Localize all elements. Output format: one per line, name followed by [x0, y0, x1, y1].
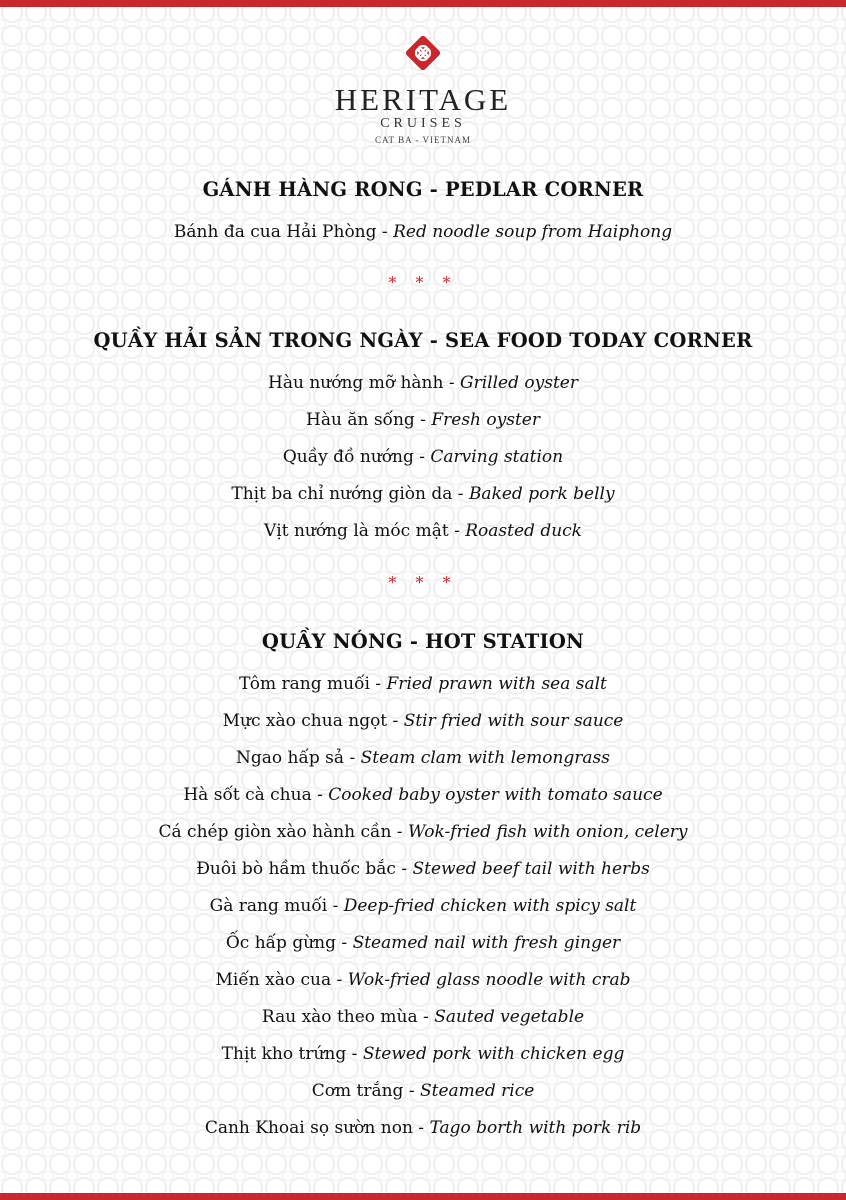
- dish-name-en: Fried prawn with sea salt: [386, 674, 607, 694]
- brand-logo: [0, 32, 846, 146]
- dish-name-vi: Hàu ăn sống: [306, 410, 415, 430]
- menu-item: [0, 408, 846, 432]
- menu: [0, 176, 846, 1140]
- item-separator: -: [391, 822, 408, 842]
- item-separator: -: [344, 748, 361, 768]
- menu-item: [0, 857, 846, 881]
- dish-name-vi: Ngao hấp sả: [236, 748, 345, 768]
- dish-name-en: Roasted duck: [465, 521, 582, 541]
- menu-item: [0, 931, 846, 955]
- item-separator: -: [311, 785, 329, 805]
- dish-name-en: Tago borth with pork rib: [429, 1118, 642, 1138]
- dish-name-vi: Tôm rang muối: [239, 674, 370, 694]
- dish-name-en: Baked pork belly: [468, 484, 615, 504]
- item-separator: -: [336, 933, 353, 953]
- dish-name-en: Stir fried with sour sauce: [403, 711, 624, 731]
- menu-item: [0, 894, 846, 918]
- dish-name-vi: Rau xào theo mùa: [261, 1007, 418, 1027]
- item-separator: -: [448, 521, 466, 541]
- menu-item: [0, 968, 846, 992]
- dish-name-en: Red noodle soup from Haiphong: [393, 222, 673, 242]
- item-separator: -: [395, 859, 413, 879]
- item-separator: -: [412, 1118, 430, 1138]
- dish-name-en: Steamed nail with fresh ginger: [352, 933, 621, 953]
- menu-section-hot-station: [0, 628, 846, 1140]
- item-separator: -: [369, 674, 387, 694]
- dish-name-en: Carving station: [430, 447, 564, 467]
- brand-name: HERITAGE: [334, 82, 512, 117]
- menu-item: [0, 672, 846, 696]
- dish-name-en: Wok-fried glass noodle with crab: [347, 970, 631, 990]
- top-border-bar: [0, 0, 846, 7]
- dish-name-en: Sauted vegetable: [434, 1007, 585, 1027]
- dish-name-en: Steamed rice: [419, 1081, 535, 1101]
- menu-item: [0, 220, 846, 244]
- section-title: QUẦY HẢI SẢN TRONG NGÀY - SEA FOOD TODAY CORNER: [93, 329, 753, 352]
- dish-name-vi: Canh Khoai sọ sườn non: [204, 1118, 413, 1138]
- dish-name-en: Fresh oyster: [431, 410, 540, 430]
- bottom-border-bar: [0, 1193, 846, 1200]
- dish-name-en: Deep-fried chicken with spicy salt: [343, 896, 637, 916]
- heritage-knot-icon: [402, 32, 444, 74]
- dish-name-vi: Vịt nướng là móc mật: [264, 521, 449, 541]
- dish-name-vi: Quầy đồ nướng: [282, 447, 414, 467]
- item-separator: -: [346, 1044, 363, 1064]
- dish-name-vi: Bánh đa cua Hải Phòng: [173, 222, 377, 242]
- menu-item: [0, 519, 846, 543]
- menu-item: [0, 783, 846, 807]
- menu-item: [0, 445, 846, 469]
- section-title: GÁNH HÀNG RONG - PEDLAR CORNER: [202, 178, 644, 201]
- item-separator: -: [452, 484, 469, 504]
- item-separator: -: [413, 447, 431, 467]
- dish-name-vi: Thịt kho trứng: [221, 1044, 347, 1064]
- dish-name-en: Stewed pork with chicken egg: [362, 1044, 625, 1064]
- dish-name-en: Cooked baby oyster with tomato sauce: [328, 785, 663, 805]
- dish-name-vi: Cơm trắng: [311, 1081, 404, 1101]
- menu-item: [0, 709, 846, 733]
- item-separator: -: [331, 970, 348, 990]
- menu-item: [0, 1116, 846, 1140]
- dish-name-vi: Thịt ba chỉ nướng giòn da: [231, 484, 453, 504]
- dish-name-vi: Ốc hấp gừng: [225, 933, 337, 953]
- dish-name-vi: Cá chép giòn xào hành cần: [158, 822, 392, 842]
- dish-name-vi: Mực xào chua ngọt: [222, 711, 388, 731]
- item-separator: -: [443, 373, 461, 393]
- dish-name-vi: Hàu nướng mỡ hành: [268, 373, 444, 393]
- section-title: QUẦY NÓNG - HOT STATION: [261, 630, 585, 653]
- item-separator: -: [387, 711, 404, 731]
- dish-name-en: Steam clam with lemongrass: [360, 748, 610, 768]
- menu-item: [0, 1042, 846, 1066]
- item-separator: -: [403, 1081, 420, 1101]
- dish-name-en: Wok-fried fish with onion, celery: [407, 822, 688, 842]
- dish-name-vi: Gà rang muối: [209, 896, 328, 916]
- dish-name-en: Grilled oyster: [460, 373, 578, 393]
- menu-section-pedlar-corner: [0, 176, 846, 244]
- menu-item: [0, 746, 846, 770]
- section-divider: * * *: [388, 573, 458, 592]
- item-separator: -: [376, 222, 394, 242]
- section-divider: * * *: [388, 273, 458, 292]
- dish-name-vi: Miến xào cua: [215, 970, 332, 990]
- menu-section-seafood-corner: [0, 327, 846, 543]
- item-separator: -: [414, 410, 432, 430]
- menu-item: [0, 371, 846, 395]
- menu-item: [0, 482, 846, 506]
- brand-location: CAT BA - VIETNAM: [375, 135, 471, 145]
- brand-subtitle: CRUISES: [380, 116, 466, 131]
- dish-name-vi: Hà sốt cà chua: [183, 785, 312, 805]
- item-separator: -: [417, 1007, 435, 1027]
- menu-item: [0, 820, 846, 844]
- item-separator: -: [327, 896, 344, 916]
- menu-item: [0, 1079, 846, 1103]
- dish-name-vi: Đuôi bò hầm thuốc bắc: [196, 859, 396, 879]
- menu-item: [0, 1005, 846, 1029]
- dish-name-en: Stewed beef tail with herbs: [412, 859, 650, 879]
